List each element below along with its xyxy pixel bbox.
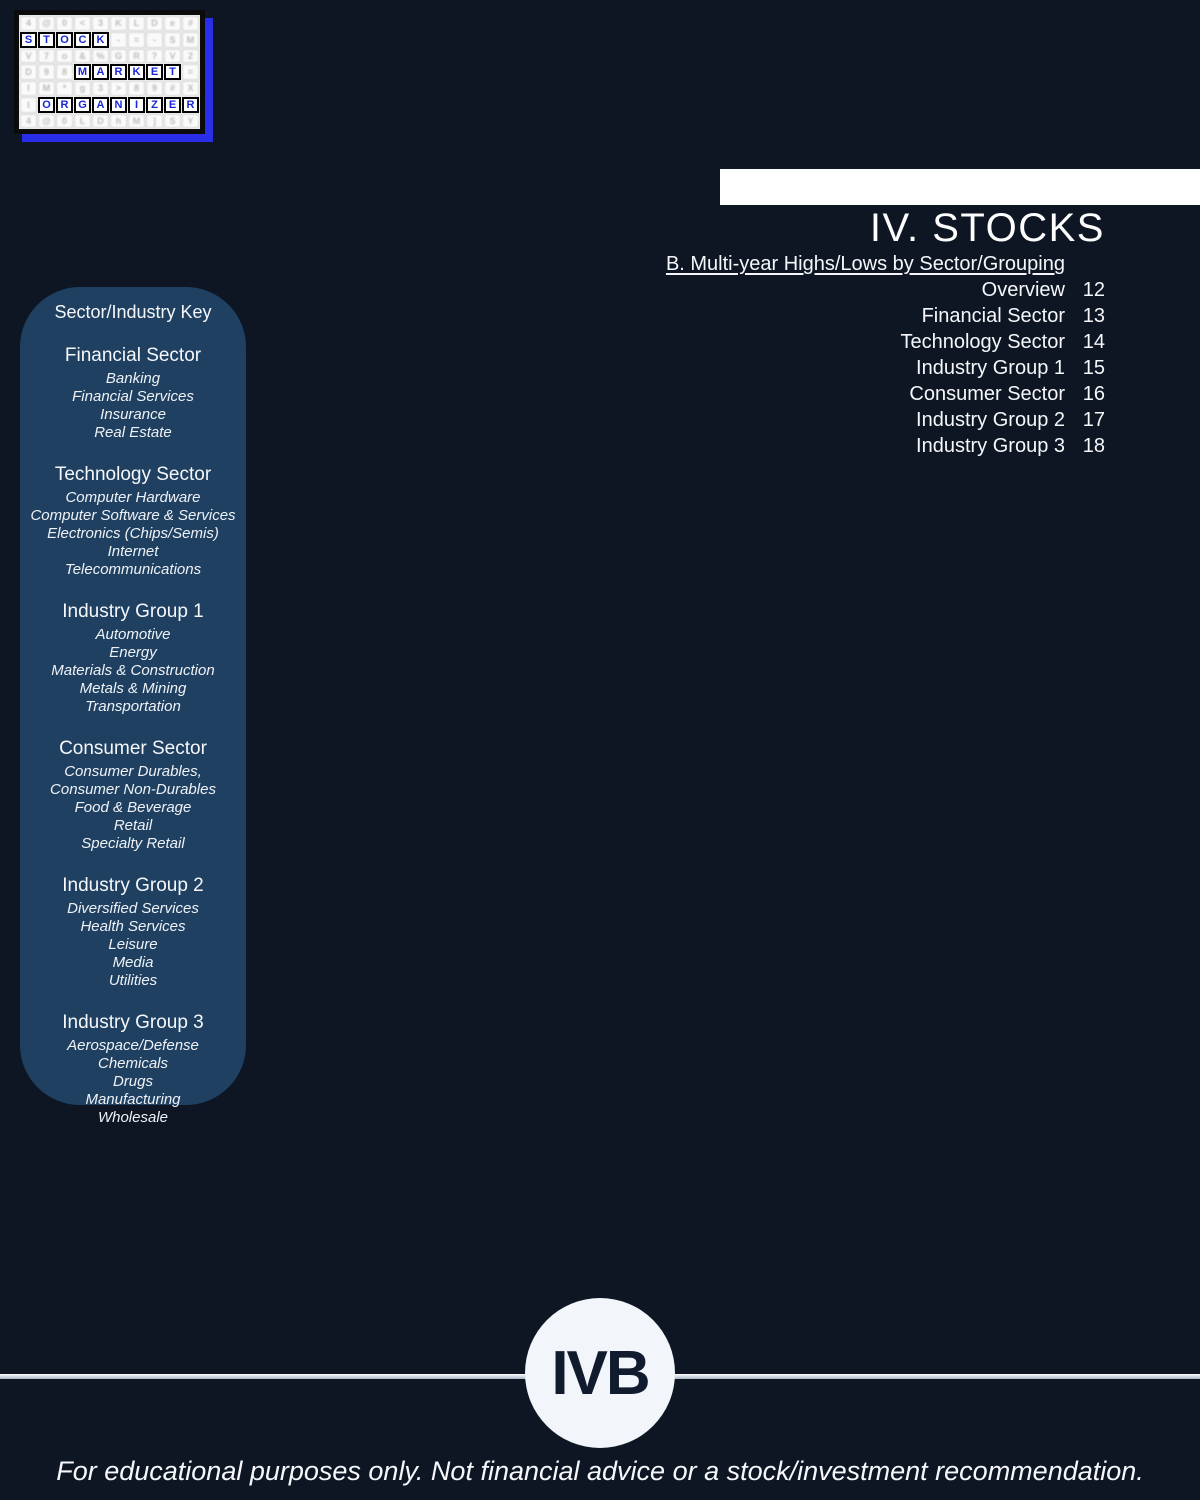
logo-background-tile: 3 [92,16,109,31]
logo-background-tile: 4 [20,114,37,129]
logo-background-tile: V [20,49,37,64]
sector-group-title: Industry Group 1 [62,601,204,622]
logo-background-tile: M [38,81,55,96]
sector-group-item: Drugs [112,1073,153,1090]
toc-page-number: 14 [1082,331,1105,353]
sector-group-item: Internet [107,543,159,560]
toc-page-number: 18 [1082,435,1105,457]
sector-group-item: Computer Hardware [65,489,201,506]
sector-group-item: Materials & Construction [51,662,215,679]
logo-background-tile: G [110,49,127,64]
section-subtitle: B. Multi-year Highs/Lows by Sector/Grouping [665,253,1065,275]
header-white-bar [720,169,1200,205]
sector-group-item: Financial Services [72,388,194,405]
sector-group-item: Aerospace/Defense [67,1037,199,1054]
logo-letter-tile: C [74,32,91,48]
logo-letter-tile: R [110,64,127,80]
sector-group-item: Telecommunications [64,561,202,578]
logo-background-tile: S [164,114,181,129]
sector-group-title: Consumer Sector [59,738,207,759]
logo-background-tile: e [164,16,181,31]
table-of-contents [635,252,1105,459]
ivb-badge-label: IVB [551,1338,649,1408]
logo-background-tile: Y [182,114,199,129]
sector-group-item: Leisure [108,936,158,953]
sector-group [24,737,242,853]
toc-row[interactable] [635,303,1105,329]
logo-letter-tile: G [74,97,91,113]
sector-group-item: Transportation [85,698,181,715]
logo-background-tile: * [56,81,73,96]
logo-background-tile: L [74,114,91,129]
toc-label[interactable]: Industry Group 2 [916,409,1065,431]
toc-row[interactable] [635,277,1105,303]
toc-row[interactable] [635,407,1105,433]
logo-background-tile: < [74,16,91,31]
logo-background-tile: 0 [56,16,73,31]
sector-group-item: Health Services [80,918,186,935]
logo-background-tile: 3 [92,81,109,96]
sector-group-item: Insurance [100,406,166,423]
logo-background-tile: 7 [38,49,55,64]
sector-group-item: Wholesale [97,1109,169,1126]
toc-page-number: 12 [1082,279,1105,301]
sector-group-item: Chemicals [97,1055,169,1072]
sector-group-item: Energy [109,644,157,661]
toc-page-number: 13 [1082,305,1105,327]
logo-letter-tile: I [128,97,145,113]
panel-title: Sector/Industry Key [54,302,212,322]
logo-letter-tile: T [164,64,181,80]
logo-letter-tile: O [38,97,55,113]
logo-background-tile: @ [38,16,55,31]
logo-background-tile: K [110,16,127,31]
logo-background-tile: 8 [56,64,73,80]
sector-group-item: Automotive [95,626,171,643]
toc-label[interactable]: Industry Group 1 [916,357,1065,379]
toc-label[interactable]: Consumer Sector [909,383,1065,405]
logo-letter-tile: R [182,97,199,113]
sector-group [24,463,242,579]
sector-group-item: Specialty Retail [81,835,185,852]
logo-background-tile: = [182,64,199,80]
logo-background-tile: g [74,81,91,96]
logo-background-tile: ? [146,49,163,64]
sector-group-item: Food & Beverage [74,799,192,816]
logo-background-tile: ] [146,114,163,129]
logo-background-tile: > [110,81,127,96]
toc-label[interactable]: Technology Sector [900,331,1065,353]
sector-group [24,344,242,442]
sector-group [24,600,242,716]
logo-letter-tile: K [92,32,109,48]
sector-group [24,1011,242,1127]
logo-background-tile: D [20,64,37,80]
logo-background-tile: 9 [146,81,163,96]
sector-group-item: Media [112,954,154,971]
logo-background-tile: I [20,81,37,96]
sector-group-item: Retail [113,817,153,834]
page-title: IV. STOCKS [869,206,1105,250]
logo-background-tile: @ [38,114,55,129]
sector-industry-key-panel [20,287,246,1126]
logo-background-tile: - [110,32,127,48]
toc-row[interactable] [635,433,1105,459]
toc-row[interactable] [635,355,1105,381]
sector-group-title: Technology Sector [54,464,212,485]
logo-background-tile: = [128,32,145,48]
logo-letter-tile: O [56,32,73,48]
sector-group [24,874,242,990]
logo-background-tile: D [92,114,109,129]
ivb-badge [525,1298,675,1448]
logo-letter-tile: T [38,32,55,48]
sector-group-item: Diversified Services [67,900,199,917]
logo-background-tile: D [146,16,163,31]
sector-group-item: Computer Software & Services [30,507,236,524]
toc-label[interactable]: Industry Group 3 [916,435,1065,457]
toc-page-number: 17 [1082,409,1105,431]
logo-letter-tile: A [92,97,109,113]
logo-background-tile: M [128,114,145,129]
stock-market-organizer-logo [14,10,213,141]
logo-background-tile: # [182,16,199,31]
logo-crossword-box [14,10,205,134]
logo-background-tile: S [164,32,181,48]
logo-background-tile: R [128,49,145,64]
logo-background-tile: % [92,49,109,64]
sector-group-title: Industry Group 2 [62,875,204,896]
toc-label[interactable]: Financial Sector [921,305,1065,327]
logo-letter-tile: R [56,97,73,113]
logo-background-tile: M [182,32,199,48]
logo-background-tile: # [164,81,181,96]
logo-background-tile: I [20,97,37,113]
logo-background-tile: & [74,49,91,64]
logo-letter-tile: E [164,97,181,113]
sector-group-item: Electronics (Chips/Semis) [47,525,219,542]
logo-background-tile: 9 [38,64,55,80]
disclaimer-text: For educational purposes only. Not financial advice or a stock/investment recommendation. [56,1456,1144,1486]
sector-group-item: Consumer Durables, [64,763,202,780]
sector-group-title: Industry Group 3 [62,1012,204,1033]
logo-background-tile: 2 [182,49,199,64]
logo-letter-tile: K [128,64,145,80]
logo-letter-tile: E [146,64,163,80]
logo-letter-tile: S [20,32,37,48]
logo-background-tile: X [182,81,199,96]
logo-letter-tile: A [92,64,109,80]
sector-group-item: Utilities [108,972,158,989]
sector-group-item: Real Estate [94,424,172,441]
logo-background-tile: 0 [56,114,73,129]
logo-letter-tile: N [110,97,127,113]
toc-row[interactable] [635,329,1105,355]
toc-page-number: 15 [1082,357,1105,379]
sector-group-item: Banking [105,370,161,387]
toc-page-number: 16 [1082,383,1105,405]
logo-background-tile: 4 [20,16,37,31]
logo-background-tile: - [146,32,163,48]
sector-group-item: Metals & Mining [79,680,187,697]
logo-background-tile: 8 [128,81,145,96]
logo-background-tile: o [56,49,73,64]
sector-group-item: Manufacturing [85,1091,181,1108]
toc-row[interactable] [635,381,1105,407]
toc-label[interactable]: Overview [981,279,1065,301]
logo-background-tile: V [164,49,181,64]
logo-crossword-grid [20,16,199,128]
sector-group-item: Consumer Non-Durables [50,781,216,798]
logo-background-tile: h [110,114,127,129]
logo-letter-tile: M [74,64,91,80]
sector-group-title: Financial Sector [64,345,202,366]
logo-letter-tile: Z [146,97,163,113]
logo-background-tile: L [128,16,145,31]
